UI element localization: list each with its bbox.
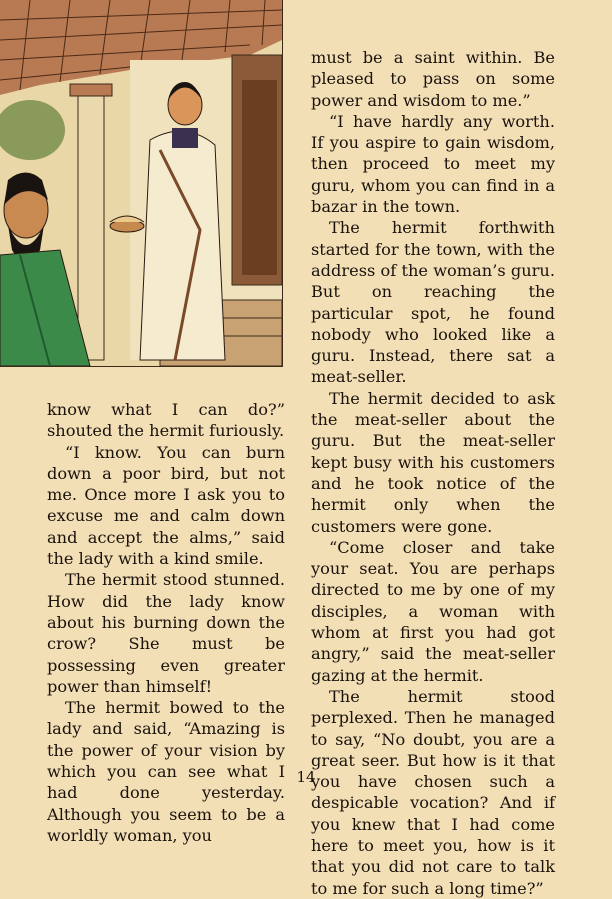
paragraph: The hermit stood perplexed. Then he managed to say, “No doubt, you are a great seer. But how is it that you have chosen such a despicable vocation? And if you knew that I had come here to meet you, how is it that you did not care to talk to me for such a long time?” bbox=[311, 686, 555, 898]
paragraph: know what I can do?” shouted the hermit furiously. bbox=[47, 400, 285, 441]
illustration-drawing bbox=[0, 0, 282, 366]
hermit-and-lady-illustration bbox=[0, 0, 283, 367]
page-number: 14 bbox=[296, 768, 316, 786]
paragraph: The hermit forthwith started for the town, with the address of the woman’s guru. But on reaching the particular spot, he found nobody who looked like a guru. Instead, there sat a meat-seller. bbox=[311, 218, 555, 387]
paragraph: “I know. You can burn down a poor bird, but not me. Once more I ask you to excuse me and calm down and accept the alms,” said the lady with a kind smile. bbox=[47, 442, 285, 569]
paragraph: “I have hardly any worth. If you aspire to gain wisdom, then proceed to meet my guru, whom you can find in a bazar in the town. bbox=[311, 111, 555, 217]
paragraph: The hermit bowed to the lady and said, “Amazing is the power of your vision by which you can see what I had done yesterday. Although you seem to be a worldly woman, you bbox=[47, 698, 285, 845]
paragraph: must be a saint within. Be pleased to pass on some power and wisdom to me.” bbox=[311, 48, 555, 110]
paragraph: The hermit decided to ask the meat-seller about the guru. But the meat-seller kept busy with his customers and he took notice of the hermit only when the customers were gone. bbox=[311, 388, 555, 536]
paragraph: The hermit stood stunned. How did the lady know about his burning down the crow? She must be possessing even greater power than himself! bbox=[47, 570, 285, 696]
paragraph: “Come closer and take your seat. You are perhaps directed to me by one of my disciples, a woman with whom at first you had got angry,” said the meat-seller gazing at the hermit. bbox=[311, 537, 555, 685]
